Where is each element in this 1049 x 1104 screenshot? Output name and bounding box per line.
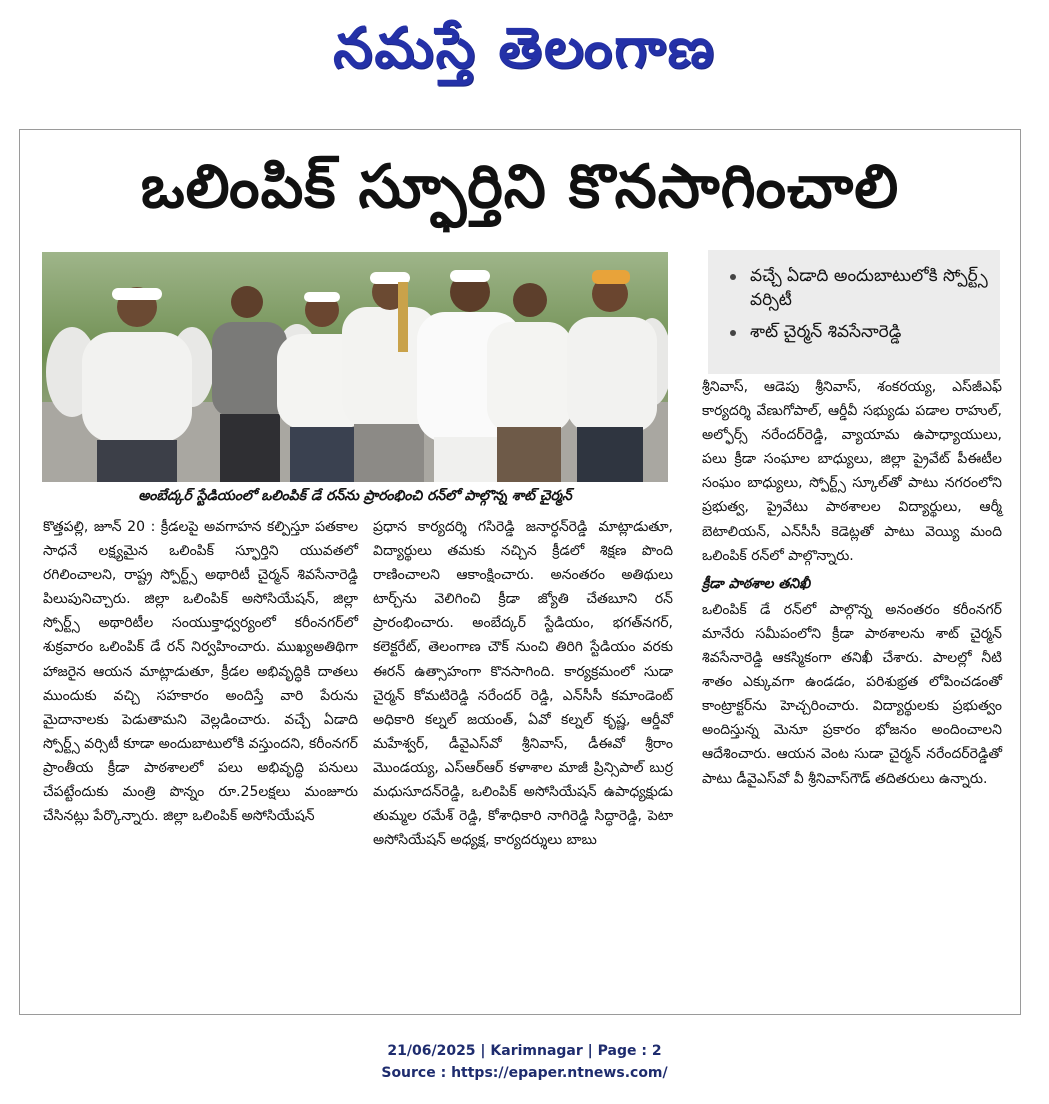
photo-illustration: [42, 252, 668, 482]
page-footer: [0, 1040, 1049, 1084]
article-photo: [42, 252, 668, 482]
column-paragraph: కొత్తపల్లి, జూన్ 20 : క్రీడలపై అవగాహన కల్పిస్తూ పతకాల సాధనే లక్ష్యమైన ఒలింపిక్ స్ఫూర్తిని యువతలో రగిలించాలని, రాష్ట్ర స్పోర్ట్స్ అథారిటీ చైర్మన్ శివసేనారెడ్డి పిలుపునిచ్చారు. జిల్లా ఒలింపిక్ అసోసియేషన్, జిల్లా స్పోర్ట్స్ అథారిటీల సంయుక్తాధ్వర్యంలో కరీంనగర్‌లో శుక్రవారం ఒలింపిక్ డే రన్ నిర్వహించారు. ముఖ్యఅతిథిగా హాజరైన ఆయన మాట్లాడుతూ, క్రీడల అభివృద్ధికి దాతలు ముందుకు వచ్చి సహకారం అందిస్తే వారి పేరును మైదానాలకు పెడుతామని వెల్లడించారు. వచ్చే ఏడాది స్పోర్ట్స్ వర్సిటీ కూడా అందుబాటులోకి వస్తుందని, కరీంనగర్ ప్రాంతీయ క్రీడా పాఠశాలలో పలు అభివృద్ధి పనులు చేపట్టేందుకు మంత్రి పొన్నం రూ.25లక్షలు మంజూరు చేసినట్లు పేర్కొన్నారు. జిల్లా ఒలింపిక్ అసోసియేషన్: [43, 519, 358, 825]
highlights-box: [708, 250, 1000, 374]
article-column-1: [43, 515, 358, 828]
newspaper-title: నమస్తే తెలంగాణ: [333, 15, 716, 81]
highlight-item: వచ్చే ఏడాది అందుబాటులోకి స్పోర్ట్స్ వర్సిటీ: [728, 264, 990, 312]
footer-source-line: Source : https://epaper.ntnews.com/: [381, 1065, 668, 1081]
article-frame: [19, 129, 1021, 1015]
column-paragraph: ప్రధాన కార్యదర్శి గసిరెడ్డి జనార్ధన్‌రెడ్డి మాట్లాడుతూ, విద్యార్థులు తమకు నచ్చిన క్రీడలో శిక్షణ పొంది రాణించాలని ఆకాంక్షించారు. అనంతరం అతిథులు టార్చ్‌ను వెలిగించి క్రీడా జ్యోతి చేతబూని రన్ ప్రారంభించారు. అంబేద్కర్ స్టేడియం, భగత్‌నగర్, కలెక్టరేట్, తెలంగాణ చౌక్ నుంచి తిరిగి స్టేడియం వరకు ఈరన్ ఉత్సాహంగా కొనసాగింది. కార్యక్రమంలో సుడా చైర్మన్ కోమటిరెడ్డి నరేందర్ రెడ్డి, ఎన్‌సీసీ కమాండెంట్ అధికారి కల్నల్ జయంత్, ఏవో కల్నల్ కృష్ణ, ఆర్డీవో మహేశ్వర్, డీవైఎస్‌వో శ్రీనివాస్, డీఈవో శ్రీరాం మొండయ్య, ఎస్ఆర్ఆర్ కళాశాల మాజీ ప్రిన్సిపాల్ బుర్ర మధుసూదన్‌రెడ్డి, ఒలింపిక్ అసోసియేషన్ ఉపాధ్యక్షుడు తుమ్మల రమేశ్ రెడ్డి, కోశాధికారి నాగిరెడ్డి సిద్ధారెడ్డి, పెటా అసోసియేషన్ అధ్యక్ష, కార్యదర్శులు బాబు: [373, 519, 673, 849]
photo-caption: అంబేద్కర్ స్టేడియంలో ఒలింపిక్ డే రన్‌ను ప్రారంభించి రన్‌లో పాల్గొన్న శాట్ చైర్మన్: [138, 487, 572, 504]
highlight-item: శాట్ చైర్మన్ శివసేనారెడ్డి: [728, 320, 990, 344]
article-column-2: [373, 515, 673, 852]
column-paragraph: ఒలింపిక్ డే రన్‌లో పాల్గొన్న అనంతరం కరీంనగర్ మానేరు సమీపంలోని క్రీడా పాఠశాలను శాట్ చైర్మన్ శివసేనారెడ్డి ఆకస్మికంగా తనిఖీ చేశారు. పాలల్లో నీటి శాతం ఎక్కువగా ఉండడం, పరిశుభ్రత లోపించడంతో కాంట్రాక్టర్‌ను హెచ్చరించారు. విద్యార్థులకు ప్రభుత్వం అందిస్తున్న మెనూ ప్రకారం భోజనం అందించాలని ఆదేశించారు. ఆయన వెంట సుడా చైర్మన్ నరేందర్‌రెడ్డితో పాటు డీవైఎస్‌వో వీ శ్రీనివాస్‌గౌడ్ తదితరులు ఉన్నారు.: [702, 601, 1002, 787]
article-headline: ఒలింపిక్ స్ఫూర్తిని కొనసాగించాలి: [140, 152, 900, 222]
section-subheading: క్రీడా పాఠశాల తనిఖీ: [702, 575, 811, 592]
footer-date-line: 21/06/2025 | Karimnagar | Page : 2: [387, 1043, 662, 1059]
article-column-3: [702, 375, 1002, 791]
column-paragraph: శ్రీనివాస్, ఆడెపు శ్రీనివాస్, శంకరయ్య, ఎస్‌జీఎఫ్ కార్యదర్శి వేణుగోపాల్, ఆర్డీవీ సభ్యుడు పడాల రాహుల్, అల్ఫోర్స్ నరేందర్‌రెడ్డి, వ్యాయామ ఉపాధ్యాయులు, పలు క్రీడా సంఘాల బాధ్యులు, జిల్లా ప్రైవేట్ పీఈటీల సంఘం బాధ్యులు, స్పోర్ట్స్ స్కూల్‌తో పాటు నగరంలోని ప్రభుత్వ, ప్రైవేటు పాఠశాలల విద్యార్థులు, ఆర్మీ బెటాలియన్, ఎన్‌సీసీ కెడెట్లతో పాటు వెయ్యి మంది ఒలింపిక్ రన్‌లో పాల్గొన్నారు.: [702, 379, 1002, 564]
masthead: [0, 0, 1049, 110]
